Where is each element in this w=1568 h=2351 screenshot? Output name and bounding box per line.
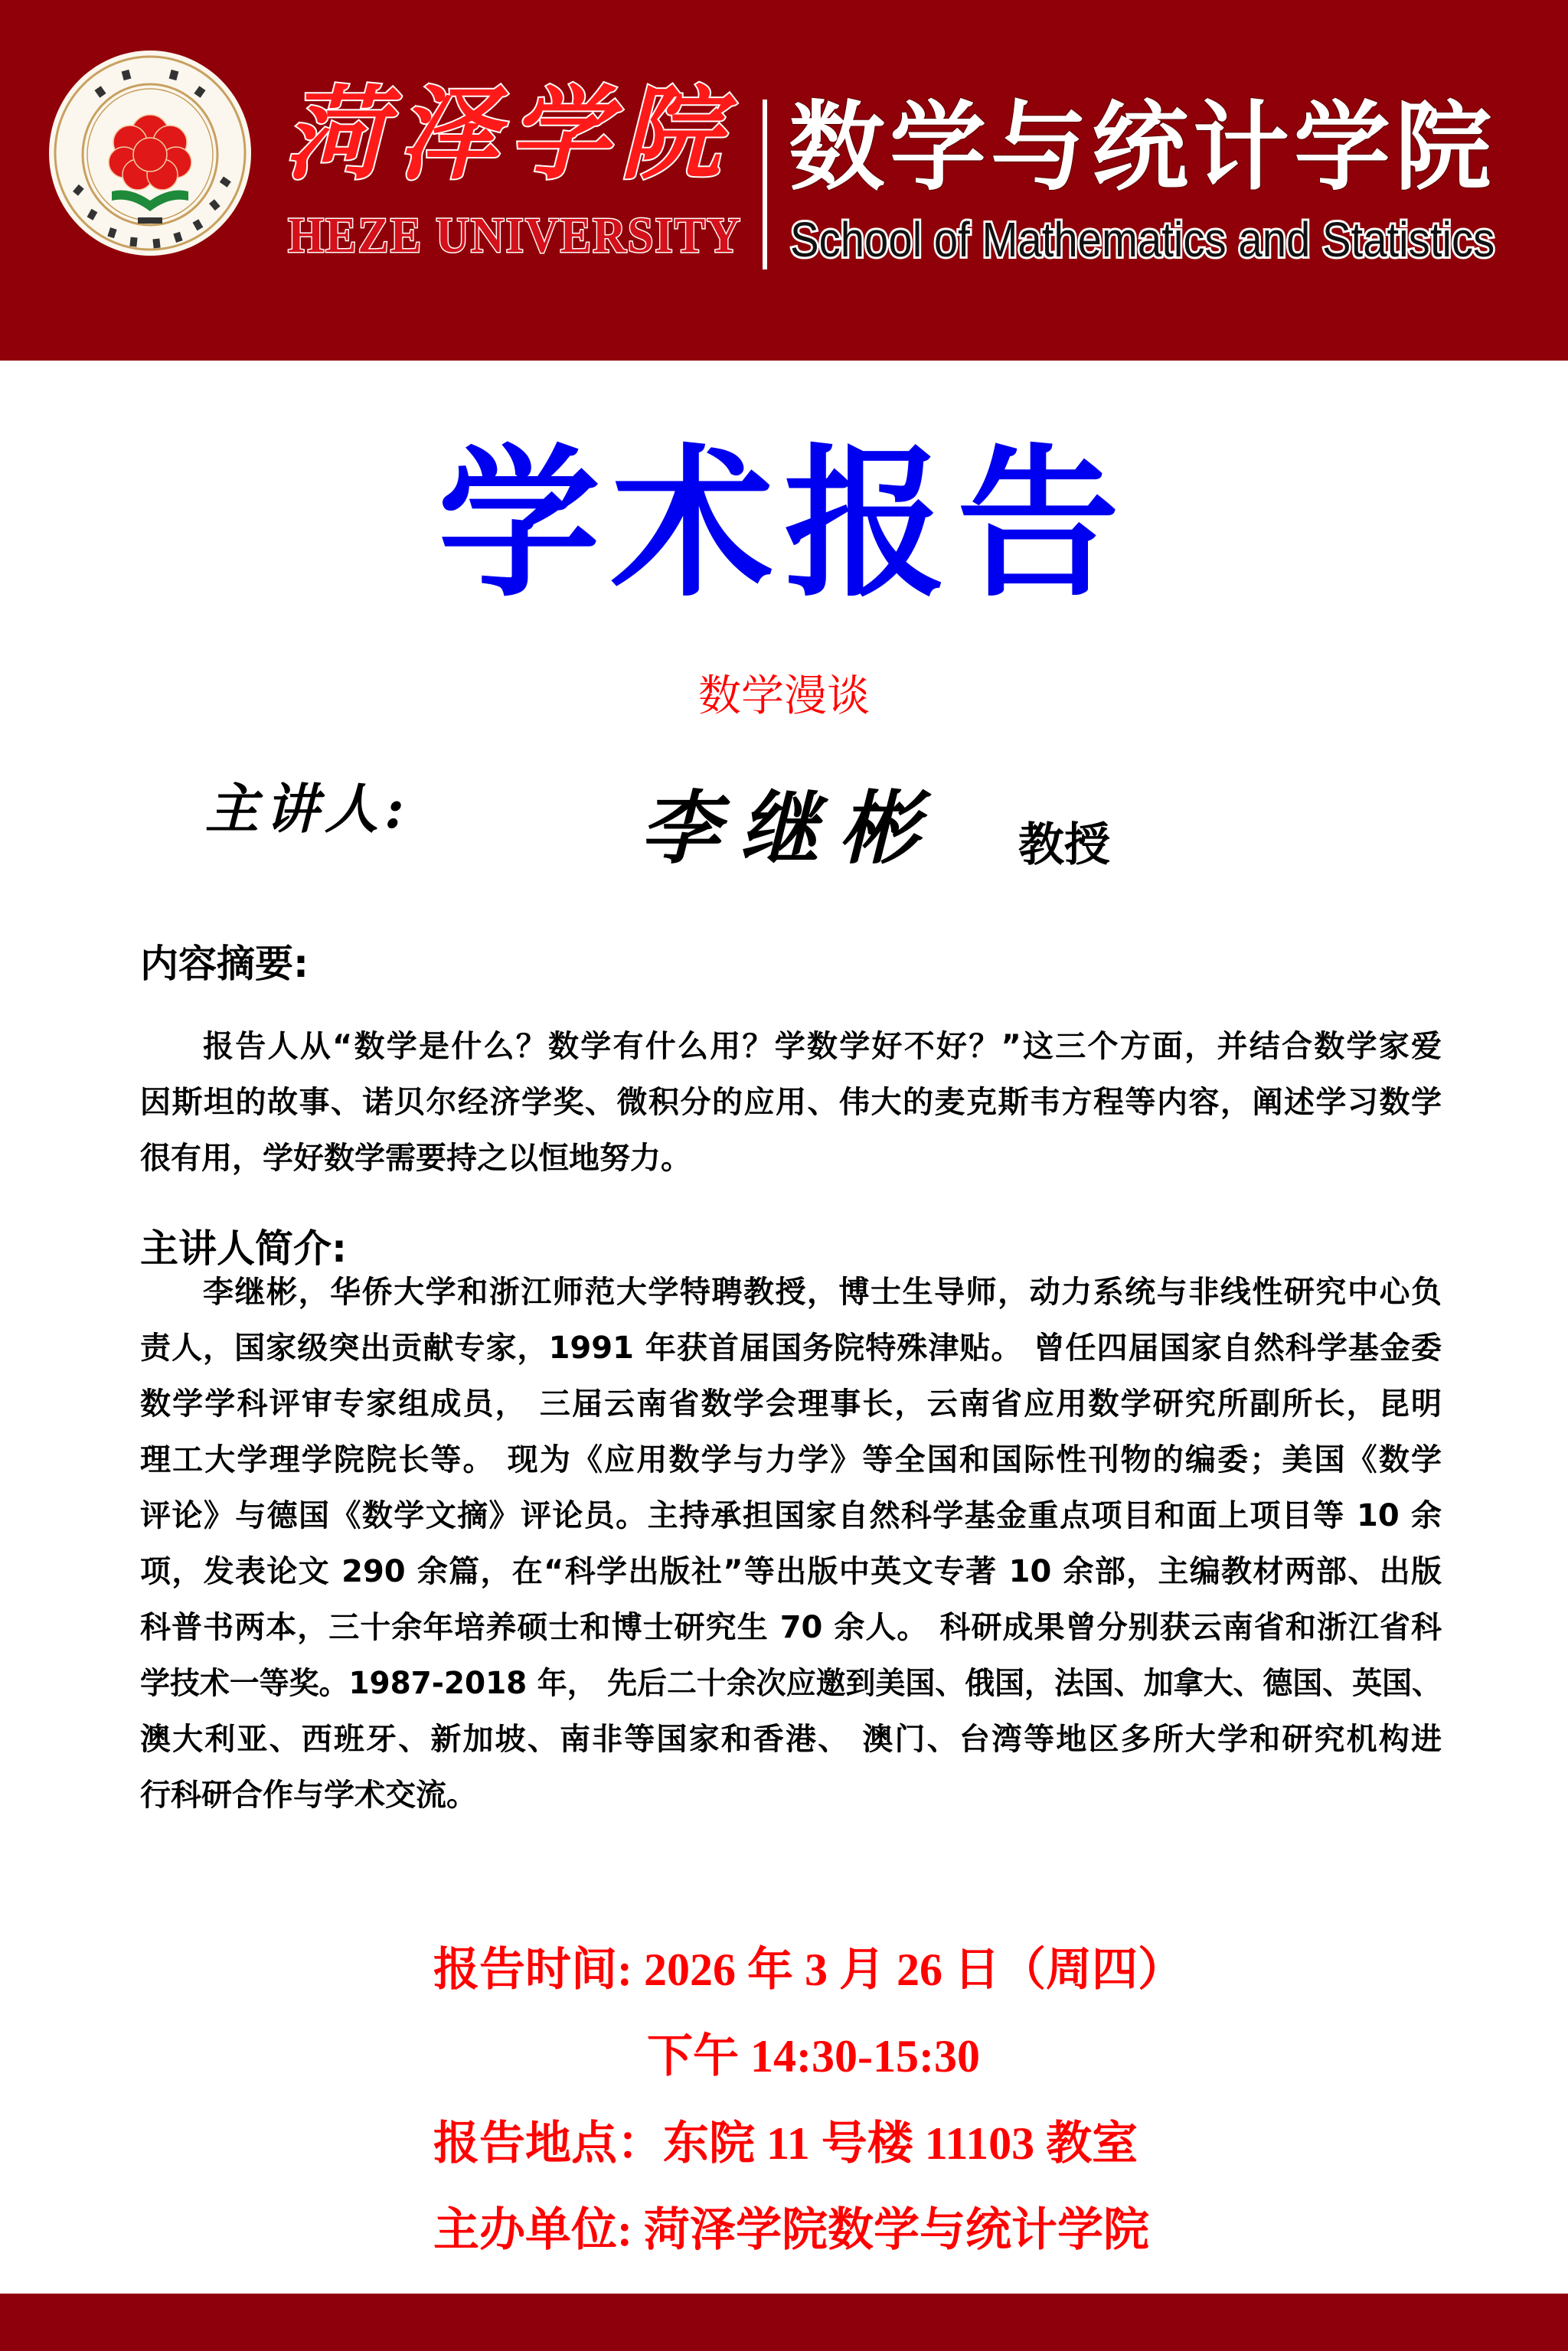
bio-heading: 主讲人简介: bbox=[140, 1226, 347, 1271]
seal-year-mark bbox=[138, 217, 162, 224]
talk-topic: 数学漫谈 bbox=[698, 671, 870, 721]
abstract-line: 因斯坦的故事、诺贝尔经济学奖、微积分的应用、伟大的麦克斯韦方程等内容，阐述学习数学 bbox=[140, 1085, 1442, 1120]
bio-line: 学技术一等奖。1987-2018 年， 先后二十余次应邀到美国、俄国，法国、加拿大、德国、英国、 bbox=[140, 1666, 1442, 1701]
footer-band bbox=[0, 2294, 1568, 2351]
bio-line: 责人，国家级突出贡献专家，1991 年获首届国务院特殊津贴。 曾任四届国家自然科学基金委 bbox=[140, 1331, 1442, 1366]
bio-line: 澳大利亚、西班牙、新加坡、南非等国家和香港、 澳门、台湾等地区多所大学和研究机构进 bbox=[140, 1722, 1442, 1757]
bio-line: 理工大学理学院院长等。 现为《应用数学与力学》等全国和国际性刊物的编委；美国《数学 bbox=[140, 1442, 1442, 1478]
poster-title: 学术报告 bbox=[438, 429, 1130, 619]
abstract-line: 报告人从“数学是什么？数学有什么用？学数学好不好？”这三个方面，并结合数学家爱 bbox=[203, 1029, 1442, 1064]
header-divider bbox=[763, 100, 767, 269]
talk-time: 报告时间: 2026 年 3 月 26 日（周四） bbox=[433, 1944, 1184, 1995]
bio-line: 李继彬，华侨大学和浙江师范大学特聘教授，博士生导师，动力系统与非线性研究中心负 bbox=[203, 1275, 1442, 1310]
university-name-cn: 菏泽学院 bbox=[285, 75, 732, 194]
talk-organizer: 主办单位: 菏泽学院数学与统计学院 bbox=[433, 2205, 1149, 2255]
bio-line: 项，发表论文 290 余篇，在“科学出版社”等出版中英文专著 10 余部，主编教材两部、出版 bbox=[140, 1554, 1442, 1589]
talk-venue: 报告地点：东院 11 号楼 11103 教室 bbox=[433, 2118, 1138, 2169]
bio-line: 数学学科评审专家组成员， 三届云南省数学会理事长，云南省应用数学研究所副所长，昆明 bbox=[140, 1386, 1442, 1422]
speaker-label: 主讲人: bbox=[205, 777, 410, 841]
abstract-line: 很有用，学好数学需要持之以恒地努力。 bbox=[140, 1141, 691, 1176]
bio-line: 行科研合作与学术交流。 bbox=[140, 1778, 477, 1813]
header-banner bbox=[0, 0, 1568, 361]
speaker-name: 李继彬 bbox=[640, 781, 939, 875]
abstract-heading: 内容摘要: bbox=[140, 942, 309, 986]
university-seal-icon bbox=[44, 47, 256, 259]
talk-time-range: 下午 14:30-15:30 bbox=[647, 2031, 980, 2082]
speaker-title: 教授 bbox=[1018, 818, 1110, 872]
bio-line: 评论》与德国《数学文摘》评论员。主持承担国家自然科学基金重点项目和面上项目等 10 余 bbox=[140, 1498, 1442, 1533]
school-name-en: School of Mathematics and Statistics bbox=[790, 212, 1495, 267]
school-name-cn: 数学与统计学院 bbox=[789, 91, 1496, 204]
university-name-en: HEZE UNIVERSITY bbox=[288, 207, 742, 263]
bio-line: 科普书两本，三十余年培养硕士和博士研究生 70 余人。 科研成果曾分别获云南省和浙江省科 bbox=[140, 1610, 1442, 1645]
